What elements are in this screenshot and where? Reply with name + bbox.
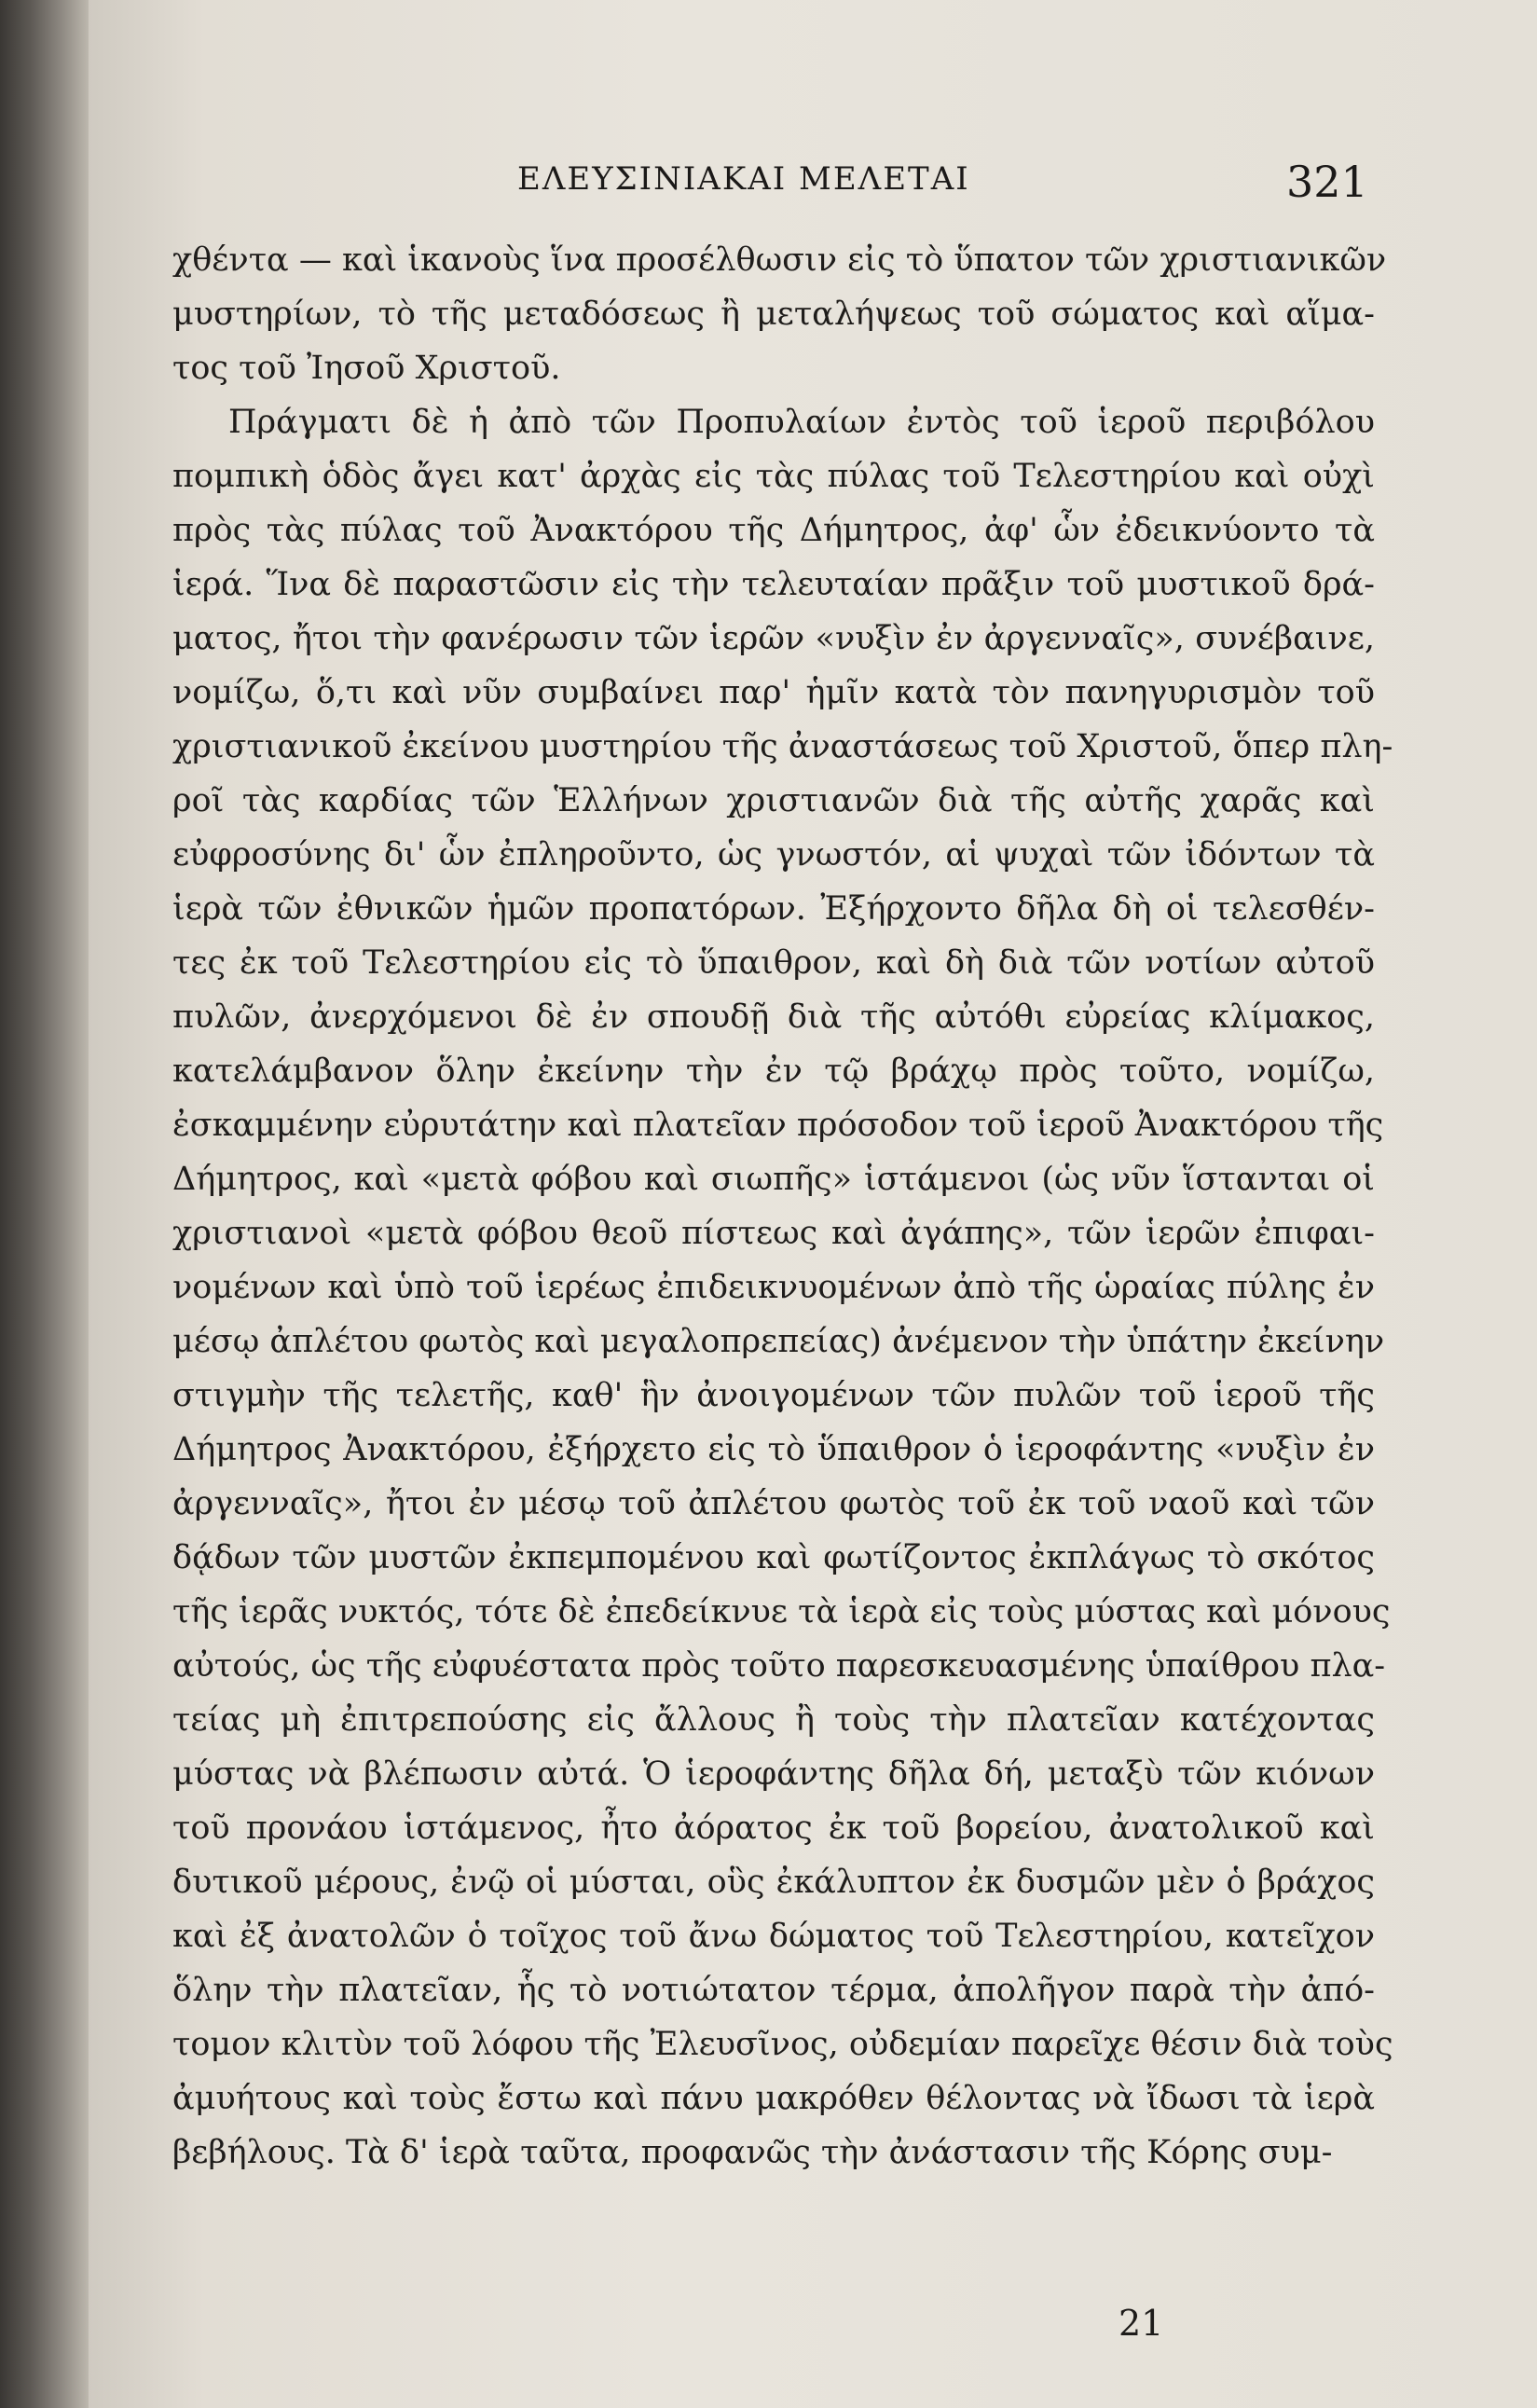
text-line: νομίζω, ὅ,τι καὶ νῦν συμβαίνει παρ' ἡμῖν κατὰ τὸν πανηγυρισμὸν τοῦ <box>172 674 1375 711</box>
text-line: δᾴδων τῶν μυστῶν ἐκπεμπομένου καὶ φωτίζοντος ἐκπλάγως τὸ σκότος <box>172 1539 1375 1576</box>
text-line: καὶ ἐξ ἀνατολῶν ὁ τοῖχος τοῦ ἄνω δώματος τοῦ Τελεστηρίου, κατεῖχον <box>172 1918 1375 1955</box>
text-line: μυστηρίων, τὸ τῆς μεταδόσεως ἢ μεταλήψεως τοῦ σώματος καὶ αἵμα- <box>172 296 1375 333</box>
text-line: ροῖ τὰς καρδίας τῶν Ἑλλήνων χριστιανῶν διὰ τῆς αὐτῆς χαρᾶς καὶ <box>172 782 1375 819</box>
text-line: μύστας νὰ βλέπωσιν αὐτά. Ὁ ἱεροφάντης δῆλα δή, μεταξὺ τῶν κιόνων <box>172 1755 1375 1793</box>
running-head: ΕΛΕΥΣΙΝΙΑΚΑΙ ΜΕΛΕΤΑΙ <box>517 160 970 198</box>
body-text <box>172 233 1393 2180</box>
text-line: Πράγματι δὲ ἡ ἀπὸ τῶν Προπυλαίων ἐντὸς τοῦ ἱεροῦ περιβόλου <box>228 404 1375 441</box>
text-line: μέσῳ ἀπλέτου φωτὸς καὶ μεγαλοπρεπείας) ἀνέμενον τὴν ὑπάτην ἐκείνην <box>172 1323 1385 1360</box>
page-number: 321 <box>1286 157 1368 207</box>
text-line: δυτικοῦ μέρους, ἐνῷ οἱ μύσται, οὓς ἐκάλυπτον ἐκ δυσμῶν μὲν ὁ βράχος <box>172 1864 1375 1901</box>
text-line: πομπικὴ ὁδὸς ἄγει κατ' ἀρχὰς εἰς τὰς πύλας τοῦ Τελεστηρίου καὶ οὐχὶ <box>172 458 1375 495</box>
text-line: νομένων καὶ ὑπὸ τοῦ ἱερέως ἐπιδεικνυομένων ἀπὸ τῆς ὡραίας πύλης ἐν <box>172 1269 1375 1306</box>
book-page <box>89 0 1537 2408</box>
text-line: ἀμυήτους καὶ τοὺς ἔστω καὶ πάνυ μακρόθεν θέλοντας νὰ ἴδωσι τὰ ἱερὰ <box>172 2080 1375 2117</box>
text-line: Δήμητρος, καὶ «μετὰ φόβου καὶ σιωπῆς» ἱστάμενοι (ὡς νῦν ἵστανται οἱ <box>172 1161 1375 1198</box>
text-line: χριστιανικοῦ ἐκείνου μυστηρίου τῆς ἀναστάσεως τοῦ Χριστοῦ, ὅπερ πλη- <box>172 728 1393 765</box>
signature-mark: 21 <box>1118 2303 1164 2344</box>
text-line: τομον κλιτὺν τοῦ λόφου τῆς Ἐλευσῖνος, οὐδεμίαν παρεῖχε θέσιν διὰ τοὺς <box>172 2026 1393 2063</box>
text-line: κατελάμβανον ὅλην ἐκείνην τὴν ἐν τῷ βράχῳ πρὸς τοῦτο, νομίζω, <box>172 1053 1375 1090</box>
text-line: πρὸς τὰς πύλας τοῦ Ἀνακτόρου τῆς Δήμητρος, ἀφ' ὧν ἐδεικνύοντο τὰ <box>172 512 1375 549</box>
text-line: Δήμητρος Ἀνακτόρου, ἐξήρχετο εἰς τὸ ὕπαιθρον ὁ ἱεροφάντης «νυξὶν ἐν <box>172 1431 1375 1468</box>
text-line: τες ἐκ τοῦ Τελεστηρίου εἰς τὸ ὕπαιθρον, καὶ δὴ διὰ τῶν νοτίων αὐτοῦ <box>172 944 1375 982</box>
text-line: τείας μὴ ἐπιτρεπούσης εἰς ἄλλους ἢ τοὺς τὴν πλατεῖαν κατέχοντας <box>172 1701 1375 1739</box>
text-line: εὐφροσύνης δι' ὧν ἐπληροῦντο, ὡς γνωστόν, αἱ ψυχαὶ τῶν ἰδόντων τὰ <box>172 836 1375 874</box>
text-line: ἐσκαμμένην εὐρυτάτην καὶ πλατεῖαν πρόσοδον τοῦ ἱεροῦ Ἀνακτόρου τῆς <box>172 1107 1384 1144</box>
text-line: ὅλην τὴν πλατεῖαν, ἧς τὸ νοτιώτατον τέρμα, ἀπολῆγον παρὰ τὴν ἀπό- <box>172 1972 1375 2009</box>
text-line: στιγμὴν τῆς τελετῆς, καθ' ἣν ἀνοιγομένων τῶν πυλῶν τοῦ ἱεροῦ τῆς <box>172 1377 1375 1414</box>
scan-binding-shadow <box>0 0 89 2408</box>
text-line: χριστιανοὶ «μετὰ φόβου θεοῦ πίστεως καὶ ἀγάπης», τῶν ἱερῶν ἐπιφαι- <box>172 1215 1375 1252</box>
text-line: αὐτούς, ὡς τῆς εὐφυέστατα πρὸς τοῦτο παρεσκευασμένης ὑπαίθρου πλα- <box>172 1647 1386 1685</box>
page-header <box>89 157 1537 213</box>
text-line: τος τοῦ Ἰησοῦ Χριστοῦ. <box>172 350 561 387</box>
text-line: ματος, ἤτοι τὴν φανέρωσιν τῶν ἱερῶν «νυξὶν ἐν ἀργενναῖς», συνέβαινε, <box>172 620 1375 657</box>
text-line: πυλῶν, ἀνερχόμενοι δὲ ἐν σπουδῇ διὰ τῆς αὐτόθι εὐρείας κλίμακος, <box>172 998 1375 1036</box>
text-line: τῆς ἱερᾶς νυκτός, τότε δὲ ἐπεδείκνυε τὰ ἱερὰ εἰς τοὺς μύστας καὶ μόνους <box>172 1593 1391 1631</box>
text-line: χθέντα — καὶ ἱκανοὺς ἵνα προσέλθωσιν εἰς τὸ ὕπατον τῶν χριστιανικῶν <box>172 241 1387 279</box>
text-line: βεβήλους. Τὰ δ' ἱερὰ ταῦτα, προφανῶς τὴν ἀνάστασιν τῆς Κόρης συμ- <box>172 2134 1333 2171</box>
text-line: ἀργενναῖς», ἤτοι ἐν μέσῳ τοῦ ἀπλέτου φωτὸς τοῦ ἐκ τοῦ ναοῦ καὶ τῶν <box>172 1485 1375 1522</box>
text-line: ἱερὰ τῶν ἐθνικῶν ἡμῶν προπατόρων. Ἐξήρχοντο δῆλα δὴ οἱ τελεσθέν- <box>172 890 1375 928</box>
text-line: τοῦ προνάου ἱστάμενος, ἦτο ἀόρατος ἐκ τοῦ βορείου, ἀνατολικοῦ καὶ <box>172 1809 1375 1847</box>
text-line: ἱερά. Ἵνα δὲ παραστῶσιν εἰς τὴν τελευταίαν πρᾶξιν τοῦ μυστικοῦ δρά- <box>172 566 1375 603</box>
